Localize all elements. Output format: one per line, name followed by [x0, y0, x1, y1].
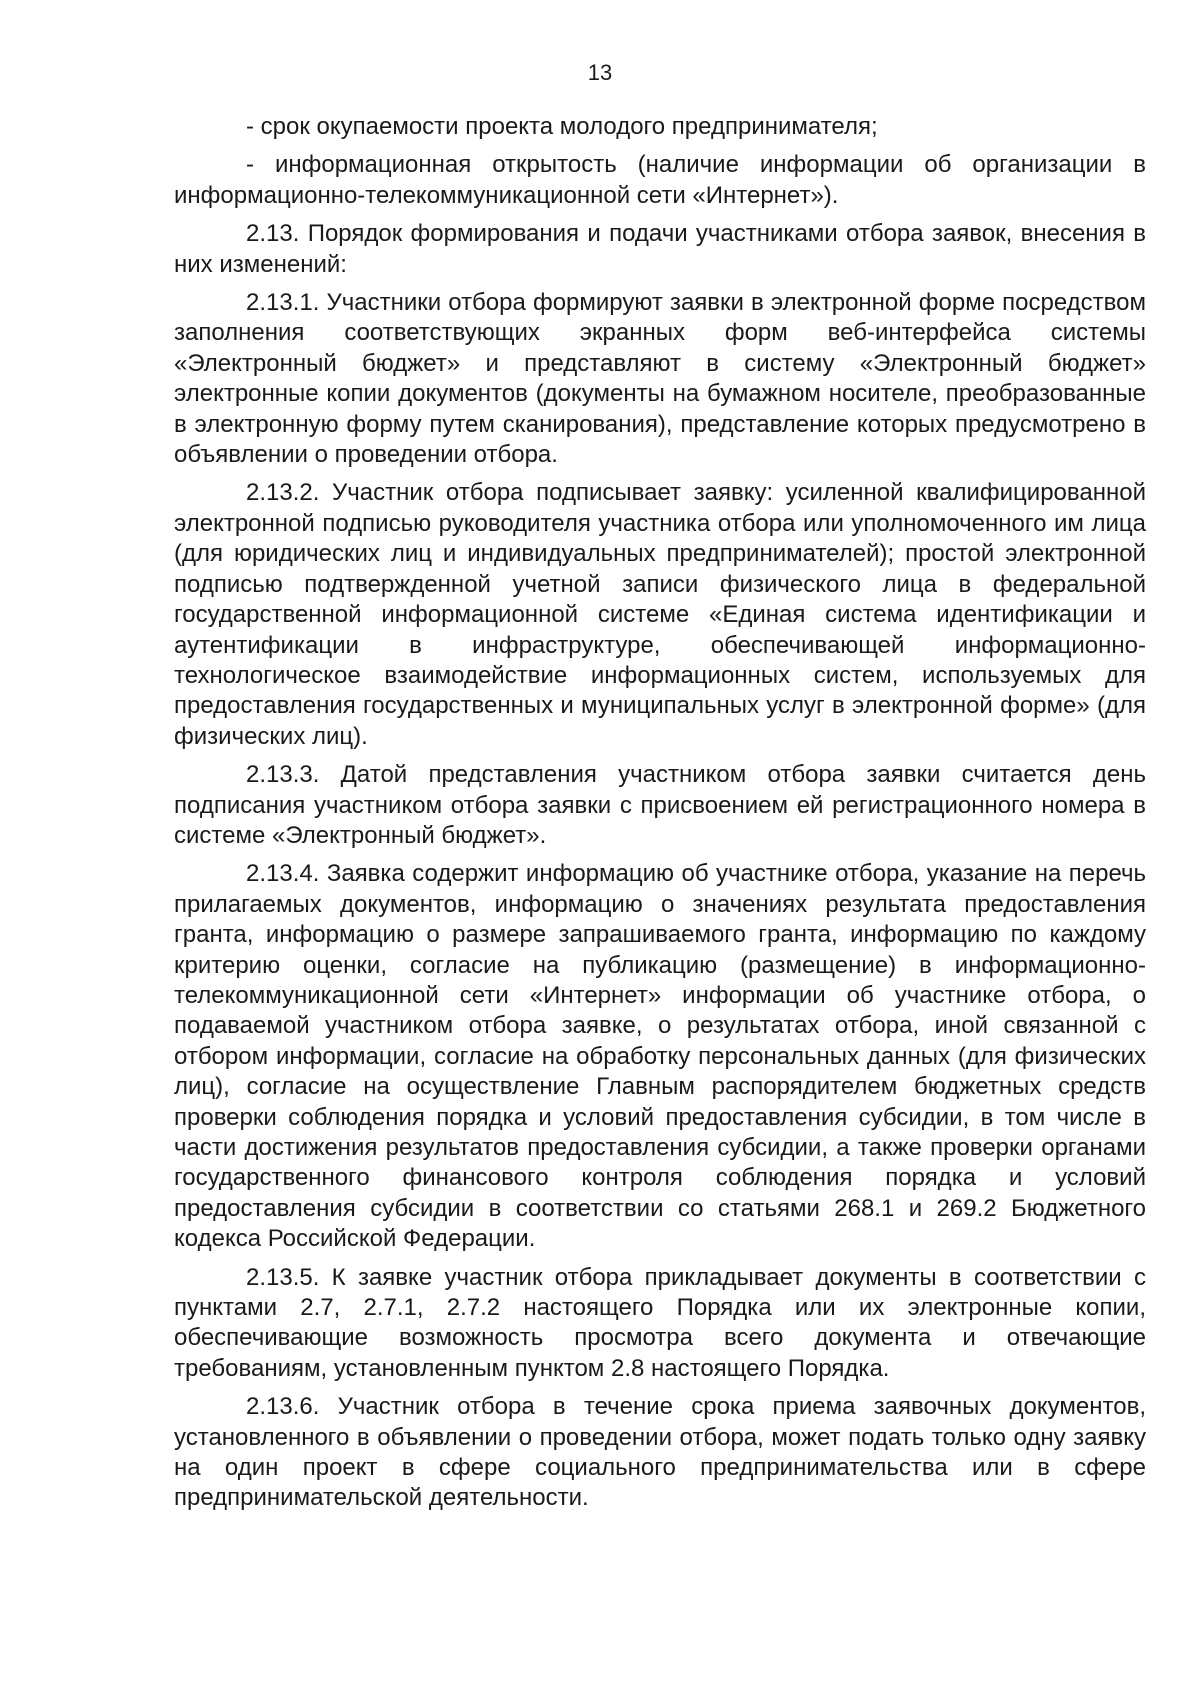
page-number: 13 — [587, 60, 613, 85]
paragraph-2-13-4: 2.13.4. Заявка содержит информацию об участнике отбора, указание на перечь прилагаемых документов, информацию о значениях результата предоставления гранта, информацию о размере запрашиваемого гранта, информацию по каждому критерию оценки, согласие на публикацию (размещение) в информационно-телекоммуникационной сети «Интернет» информации об участнике отбора, о подаваемой участником отбора заявке, о результатах отбора, иной связанной с отбором информации, согласие на обработку персональных данных (для физических лиц), согласие на осуществление Главным распорядителем бюджетных средств проверки соблюдения порядка и условий предоставления субсидии, в том числе в части достижения результатов предоставления субсидии, а также проверки органами государственного финансового контроля соблюдения порядка и условий предоставления субсидии в соответствии со статьями 268.1 и 269.2 Бюджетного кодекса Российской Федерации. — [174, 860, 1146, 1253]
paragraph-information-openness: - информационная открытость (наличие информации об организации в информационно-телекоммуникационной сети «Интернет»). — [174, 151, 1146, 209]
paragraph-2-13-2: 2.13.2. Участник отбора подписывает заявку: усиленной квалифицированной электронной подписью руководителя участника отбора или уполномоченного им лица (для юридических лиц и индивидуальных предпринимателей); простой электронной подписью подтвержденной учетной записи физического лица в федеральной государственной информационной системе «Единая система идентификации и аутентификации в инфраструктуре, обеспечивающей информационно-технологическое взаимодействие информационных систем, используемых для предоставления государственных и муниципальных услуг в электронной форме» (для физических лиц). — [174, 479, 1146, 750]
paragraph-payback-period: - срок окупаемости проекта молодого предпринимателя; — [246, 113, 878, 140]
paragraph-2-13-1: 2.13.1. Участники отбора формируют заявки в электронной форме посредством заполнения соответствующих экранных форм веб-интерфейса системы «Электронный бюджет» и представляют в систему «Электронный бюджет» электронные копии документов (документы на бумажном носителе, преобразованные в электронную форму путем сканирования), представление которых предусмотрено в объявлении о проведении отбора. — [174, 289, 1146, 469]
paragraph-2-13-3: 2.13.3. Датой представления участником отбора заявки считается день подписания участником отбора заявки с присвоением ей регистрационного номера в системе «Электронный бюджет». — [174, 761, 1146, 849]
document-body — [174, 112, 1146, 1522]
paragraph-2-13: 2.13. Порядок формирования и подачи участниками отбора заявок, внесения в них изменений: — [174, 220, 1146, 278]
paragraph-2-13-6: 2.13.6. Участник отбора в течение срока приема заявочных документов, установленного в объявлении о проведении отбора, может подать только одну заявку на один проект в сфере социального предпринимательства или в сфере предпринимательской деятельности. — [174, 1393, 1146, 1512]
paragraph-2-13-5: 2.13.5. К заявке участник отбора прикладывает документы в соответствии с пунктами 2.7, 2.7.1, 2.7.2 настоящего Порядка или их электронные копии, обеспечивающие возможность просмотра всего документа и отвечающие требованиям, установленным пунктом 2.8 настоящего Порядка. — [174, 1263, 1146, 1382]
